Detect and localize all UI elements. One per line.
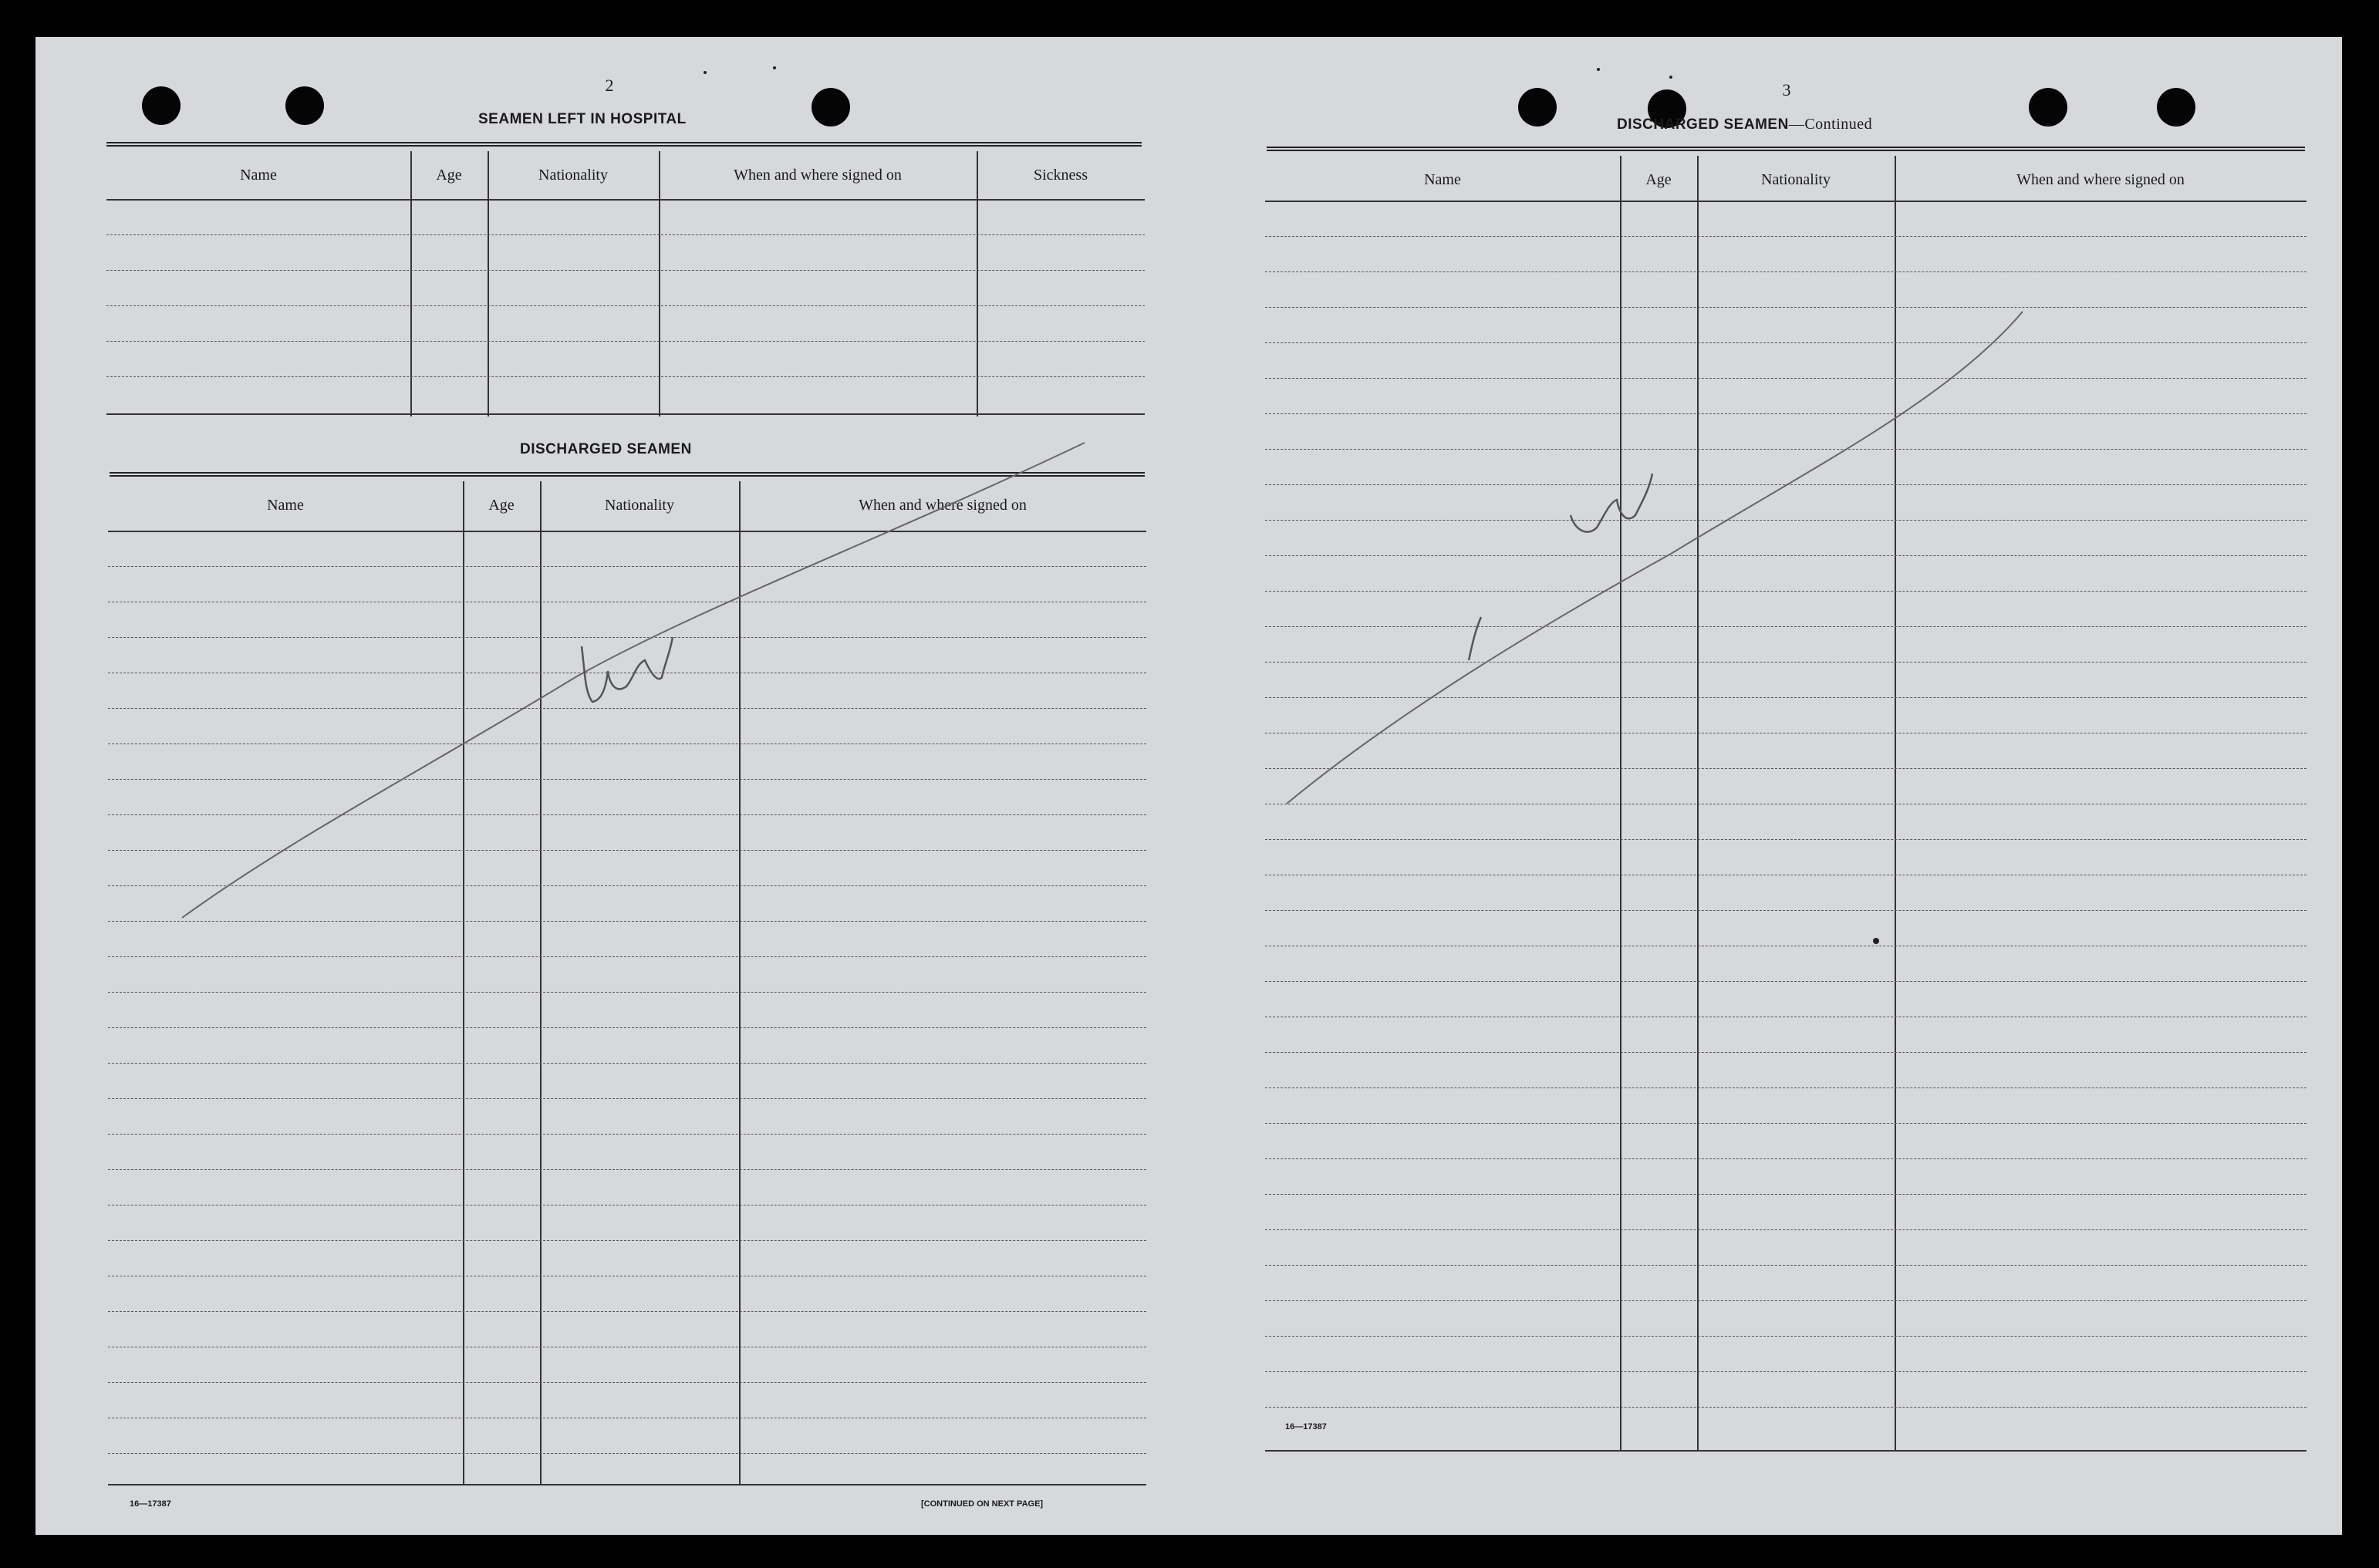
section-title-discharged: DISCHARGED SEAMEN: [520, 441, 692, 457]
handwritten-nil-mark: [35, 37, 2342, 1535]
page-number: 2: [605, 76, 614, 95]
column-header-age: Age: [488, 497, 515, 514]
column-header-nationality: Nationality: [1761, 171, 1831, 188]
column-header-nationality: Nationality: [538, 167, 608, 184]
section-title-hospital: SEAMEN LEFT IN HOSPITAL: [478, 111, 687, 127]
page-number: 3: [1782, 80, 1791, 99]
column-header-name: Name: [1424, 171, 1461, 188]
column-header-nationality: Nationality: [605, 497, 674, 514]
right-scrawl-line: [1287, 312, 2023, 804]
continued-note: [CONTINUED ON NEXT PAGE]: [921, 1499, 1044, 1509]
left-scrawl-line: [182, 443, 1085, 918]
section-title-main: DISCHARGED SEAMEN: [1617, 116, 1789, 133]
column-header-sickness: Sickness: [1034, 167, 1088, 184]
right-scrawl-word: [1469, 474, 1652, 660]
column-header-name: Name: [267, 497, 304, 514]
column-header-age: Age: [436, 167, 462, 184]
form-number: 16—17387: [1285, 1422, 1327, 1431]
column-header-signed-on: When and where signed on: [2016, 171, 2185, 188]
column-header-age: Age: [1645, 171, 1672, 188]
left-scrawl-word: [582, 637, 673, 702]
column-header-signed-on: When and where signed on: [734, 167, 902, 184]
form-number: 16—17387: [130, 1499, 171, 1509]
column-header-name: Name: [240, 167, 277, 184]
column-header-signed-on: When and where signed on: [859, 497, 1027, 514]
section-title-suffix: —Continued: [1788, 116, 1873, 133]
document-sheet: [35, 37, 2342, 1535]
